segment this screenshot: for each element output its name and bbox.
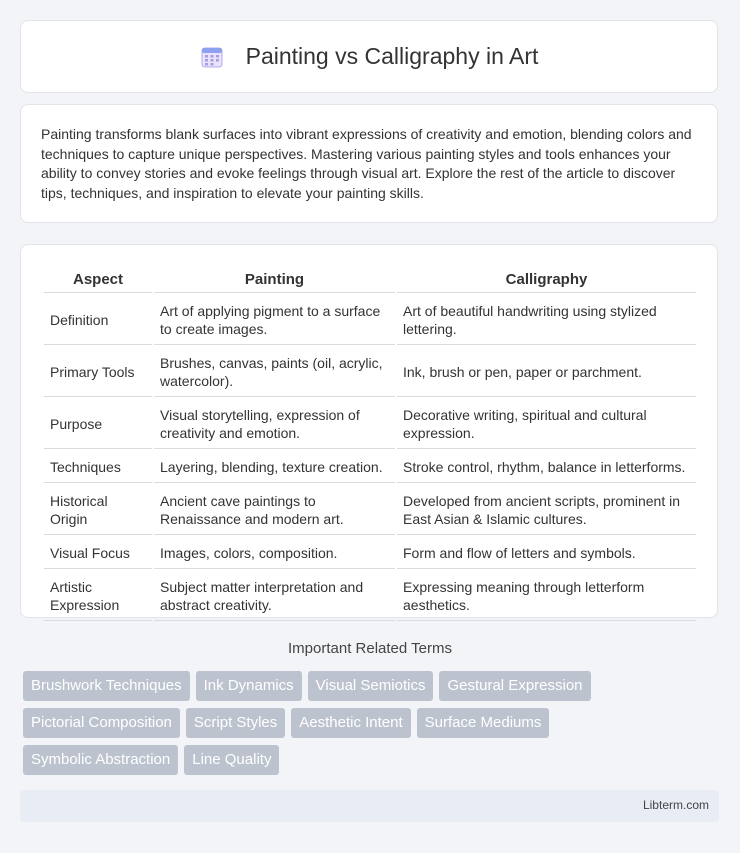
page-title: Painting vs Calligraphy in Art bbox=[245, 43, 539, 69]
row-painting: Layering, blending, texture creation. bbox=[154, 451, 395, 483]
tag-pictorial-composition[interactable]: Pictorial Composition bbox=[23, 708, 180, 738]
calendar-icon bbox=[200, 45, 224, 69]
tag-line-quality[interactable]: Line Quality bbox=[184, 745, 279, 775]
column-header-aspect: Aspect bbox=[44, 267, 152, 293]
tag-surface-mediums[interactable]: Surface Mediums bbox=[417, 708, 550, 738]
tag-symbolic-abstraction[interactable]: Symbolic Abstraction bbox=[23, 745, 178, 775]
table-row bbox=[44, 485, 696, 535]
intro-text: Painting transforms blank surfaces into vibrant expressions of creativity and emotion, blending colors and techniques to capture unique perspectives. Mastering various painting styles and tools enhances your ability to convey stories and evoke feelings through visual art. Explore the rest of the article to discover tips, techniques, and inspiration to elevate your painting skills. bbox=[41, 126, 692, 201]
row-painting: Subject matter interpretation and abstract creativity. bbox=[154, 571, 395, 621]
comparison-card bbox=[20, 244, 718, 618]
row-calligraphy: Developed from ancient scripts, prominent in East Asian & Islamic cultures. bbox=[397, 485, 696, 535]
intro-card bbox=[20, 104, 718, 223]
tag-gestural-expression[interactable]: Gestural Expression bbox=[439, 671, 590, 701]
table-row bbox=[44, 295, 696, 345]
footer bbox=[20, 790, 719, 822]
table-row bbox=[44, 571, 696, 621]
row-calligraphy: Expressing meaning through letterform aesthetics. bbox=[397, 571, 696, 621]
table-row bbox=[44, 399, 696, 449]
table-row bbox=[44, 347, 696, 397]
row-aspect: Visual Focus bbox=[44, 537, 152, 569]
row-painting: Brushes, canvas, paints (oil, acrylic, watercolor). bbox=[154, 347, 395, 397]
row-painting: Images, colors, composition. bbox=[154, 537, 395, 569]
related-terms-list bbox=[23, 671, 703, 775]
row-aspect: Historical Origin bbox=[44, 485, 152, 535]
row-calligraphy: Stroke control, rhythm, balance in letterforms. bbox=[397, 451, 696, 483]
row-painting: Ancient cave paintings to Renaissance and modern art. bbox=[154, 485, 395, 535]
table-row bbox=[44, 537, 696, 569]
related-terms-title: Important Related Terms bbox=[288, 640, 452, 657]
row-aspect: Primary Tools bbox=[44, 347, 152, 397]
tag-script-styles[interactable]: Script Styles bbox=[186, 708, 285, 738]
row-calligraphy: Decorative writing, spiritual and cultural expression. bbox=[397, 399, 696, 449]
footer-site-link[interactable]: Libterm.com bbox=[642, 798, 709, 812]
row-aspect: Techniques bbox=[44, 451, 152, 483]
tag-visual-semiotics[interactable]: Visual Semiotics bbox=[308, 671, 434, 701]
tag-aesthetic-intent[interactable]: Aesthetic Intent bbox=[291, 708, 410, 738]
column-header-calligraphy: Calligraphy bbox=[397, 267, 696, 293]
tag-ink-dynamics[interactable]: Ink Dynamics bbox=[196, 671, 302, 701]
row-painting: Visual storytelling, expression of creativity and emotion. bbox=[154, 399, 395, 449]
row-painting: Art of applying pigment to a surface to create images. bbox=[154, 295, 395, 345]
row-calligraphy: Form and flow of letters and symbols. bbox=[397, 537, 696, 569]
tag-brushwork-techniques[interactable]: Brushwork Techniques bbox=[23, 671, 190, 701]
column-header-painting: Painting bbox=[154, 267, 395, 293]
row-aspect: Artistic Expression bbox=[44, 571, 152, 621]
table-row bbox=[44, 451, 696, 483]
row-aspect: Purpose bbox=[44, 399, 152, 449]
title-card bbox=[20, 20, 718, 93]
row-aspect: Definition bbox=[44, 295, 152, 345]
row-calligraphy: Ink, brush or pen, paper or parchment. bbox=[397, 347, 696, 397]
row-calligraphy: Art of beautiful handwriting using stylized lettering. bbox=[397, 295, 696, 345]
comparison-table bbox=[42, 265, 698, 623]
